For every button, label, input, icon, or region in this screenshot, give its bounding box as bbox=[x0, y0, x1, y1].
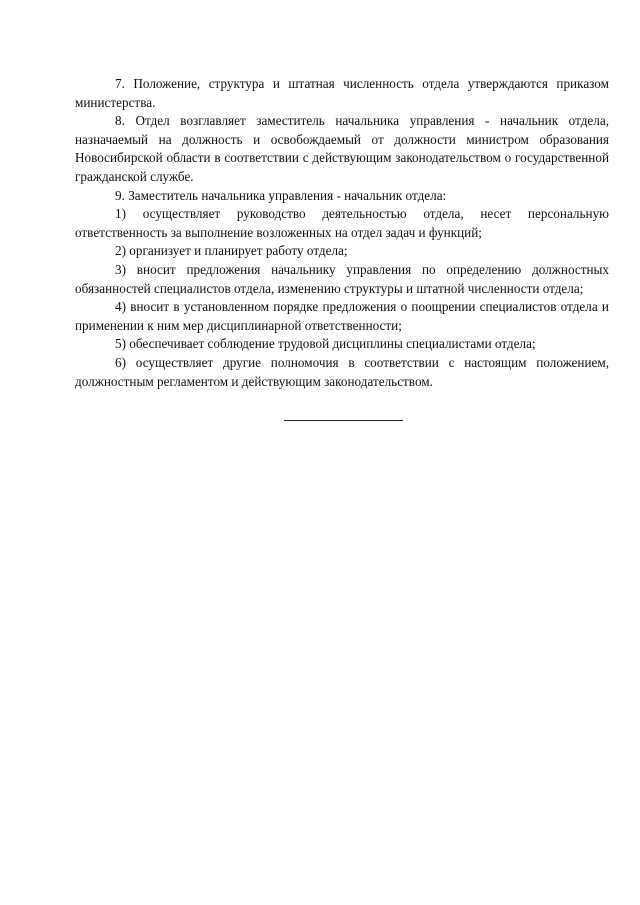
list-item-text: организует и планирует работу отдела; bbox=[129, 243, 348, 259]
list-item-text: осуществляет руководство деятельностью отдела, несет персональную ответственность за выполнение возложенных на отдел задач и функций; bbox=[75, 206, 610, 240]
end-divider-line bbox=[284, 420, 403, 421]
paragraph-9 bbox=[75, 187, 609, 206]
list-item-text: вносит предложения начальнику управления по определению должностных обязанностей специалистов отдела, изменению структуры и штатной численности отдела; bbox=[75, 261, 610, 296]
list-item-4 bbox=[75, 298, 609, 335]
paragraph-text: Отдел возглавляет заместитель начальника управления - начальник отдела, назначаемый на должность и освобождаемый от должности министром образования Новосибирской области в соответствии с действующим законодательством о государственной гражданской службе. bbox=[75, 113, 609, 184]
list-item-text: обеспечивает соблюдение трудовой дисциплины специалистами отдела; bbox=[129, 336, 536, 352]
list-item-text: осуществляет другие полномочия в соответствии с настоящим положением, должностным регламентом и действующим законодательством. bbox=[75, 354, 609, 389]
list-item-number: 1) bbox=[115, 206, 126, 222]
paragraph-8 bbox=[75, 112, 609, 186]
list-item-number: 3) bbox=[115, 261, 126, 277]
paragraph-text: Заместитель начальника управления - начальник отдела: bbox=[128, 187, 447, 203]
list-item-5 bbox=[75, 335, 609, 354]
paragraph-text: Положение, структура и штатная численность отдела утверждаются приказом министерства. bbox=[75, 76, 609, 110]
list-item-1 bbox=[75, 205, 609, 242]
list-item-number: 6) bbox=[115, 354, 126, 370]
list-item-number: 2) bbox=[115, 243, 126, 259]
list-item-number: 5) bbox=[115, 336, 126, 352]
paragraph-number: 9. bbox=[115, 187, 125, 203]
list-item-6 bbox=[75, 354, 609, 391]
list-item-3 bbox=[75, 261, 609, 298]
paragraph-7 bbox=[75, 75, 609, 112]
paragraph-number: 8. bbox=[115, 113, 125, 129]
paragraph-number: 7. bbox=[115, 76, 125, 91]
list-item-text: вносит в установленном порядке предложения о поощрении специалистов отдела и применении к ним мер дисциплинарной ответственности; bbox=[75, 299, 609, 333]
list-item-2 bbox=[75, 242, 609, 261]
document-body bbox=[75, 75, 609, 391]
list-item-number: 4) bbox=[115, 299, 126, 315]
